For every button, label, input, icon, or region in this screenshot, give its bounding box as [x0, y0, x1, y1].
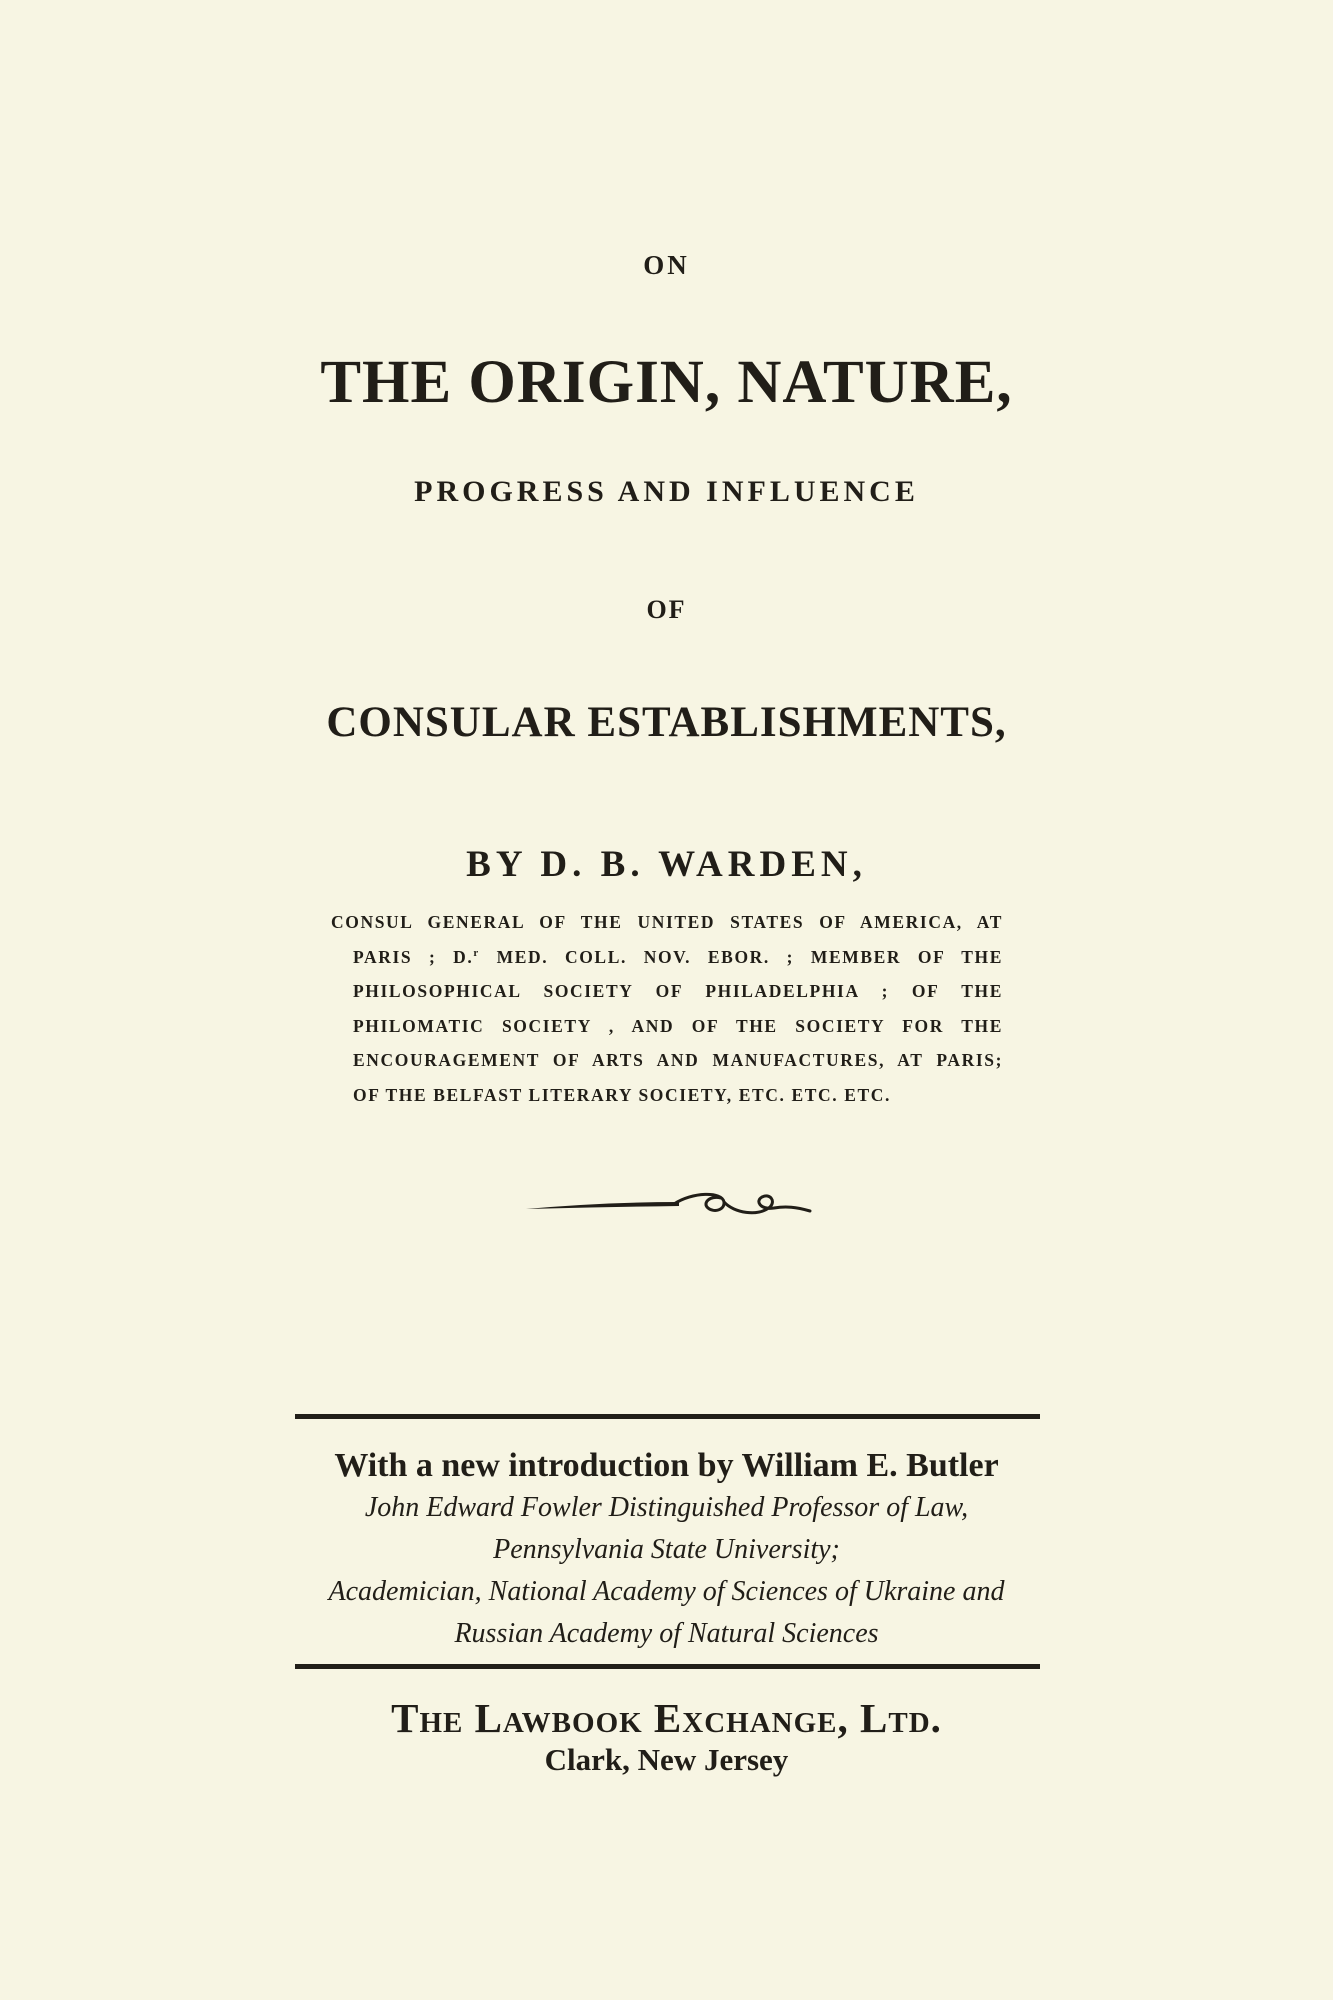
book-subject-title: CONSULAR ESTABLISHMENTS, — [326, 699, 1007, 746]
credential-line: ENCOURAGEMENT OF ARTS AND MANUFACTURES, AT PARIS; — [353, 1050, 1003, 1070]
introducer-affiliations — [0, 1487, 1333, 1655]
credential-line — [331, 940, 1003, 975]
affiliation-line: Russian Academy of Natural Sciences — [454, 1618, 879, 1649]
book-title: THE ORIGIN, NATURE, — [320, 349, 1013, 416]
kicker-text: ON — [643, 250, 690, 280]
publisher-location: Clark, New Jersey — [544, 1742, 789, 1777]
credential-line: PHILOMATIC SOCIETY , AND OF THE SOCIETY FOR THE — [353, 1015, 1003, 1036]
credential-line: CONSUL GENERAL OF THE UNITED STATES OF AMERICA, AT — [331, 912, 1003, 932]
affiliation-line: Academician, National Academy of Sciences of Ukraine and — [328, 1576, 1005, 1607]
affiliation-line: Pennsylvania State University; — [493, 1534, 840, 1565]
credential-line: PHILOSOPHICAL SOCIETY OF PHILADELPHIA ; OF THE — [353, 981, 1003, 1001]
divider-rule-bottom — [295, 1664, 1040, 1669]
flourish-ornament-icon — [524, 1190, 814, 1222]
author-credentials — [331, 905, 1003, 1112]
credential-line-segment: MED. COLL. NOV. EBOR. ; MEMBER OF THE — [479, 946, 1003, 967]
publisher-name: The Lawbook Exchange, Ltd. — [391, 1695, 942, 1741]
superscript-r: r — [473, 946, 480, 959]
credential-line-segment: PARIS ; D. — [353, 946, 474, 967]
divider-rule-top — [295, 1414, 1040, 1419]
introduction-heading: With a new introduction by William E. Butler — [334, 1447, 999, 1484]
book-subtitle: PROGRESS AND INFLUENCE — [414, 475, 919, 508]
affiliation-line: John Edward Fowler Distinguished Professor of Law, — [364, 1492, 969, 1523]
credential-line: OF THE BELFAST LITERARY SOCIETY, ETC. ETC. ETC. — [353, 1084, 891, 1105]
author-byline: BY D. B. WARDEN, — [466, 844, 867, 885]
connector-word: OF — [646, 595, 687, 624]
